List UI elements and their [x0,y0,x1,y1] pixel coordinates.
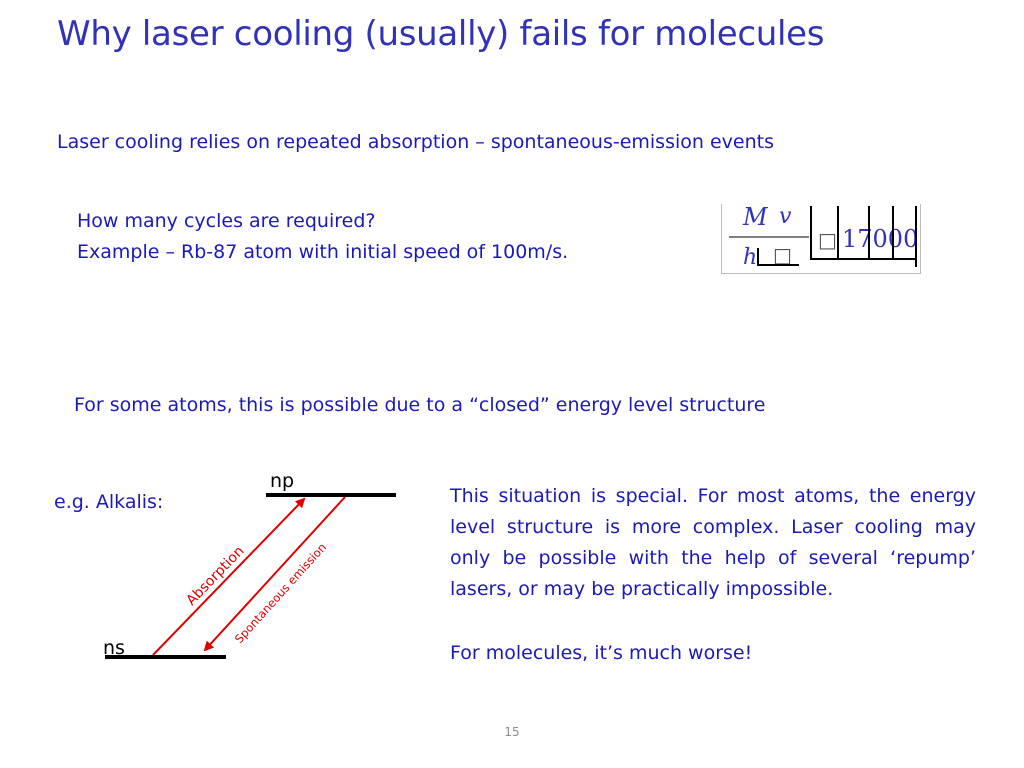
absorption-arrow [153,499,304,655]
alkalis-label: e.g. Alkalis: [54,491,164,513]
question-text: How many cycles are required? [77,210,376,232]
absorption-label: Absorption [183,543,248,609]
cycles-formula [721,204,921,274]
formula-result: 17000 [842,225,919,253]
formula-h: h [743,245,758,270]
intro-text: Laser cooling relies on repeated absorption – spontaneous-emission events [57,131,774,153]
energy-level-diagram [95,462,415,672]
formula-v: v [779,204,792,229]
page-number: 15 [504,725,520,739]
special-situation-paragraph: This situation is special. For most atoms, the energy level structure is more complex. Laser cooling may only be possible with the help of several ‘repump’ lasers, or may be practically impossible. [450,485,976,600]
emission-label: Spontaneous emission [231,540,330,647]
formula-M: M [743,204,768,231]
formula-approx-glyph: □ [818,228,837,252]
slide-title: Why laser cooling (usually) fails for molecules [57,14,825,54]
molecules-worse-text: For molecules, it’s much worse! [450,642,753,664]
ns-level-label: ns [103,637,125,659]
closed-structure-text: For some atoms, this is possible due to a “closed” energy level structure [74,394,766,416]
example-text: Example – Rb-87 atom with initial speed of 100m/s. [77,241,569,263]
np-level-label: np [270,470,295,492]
formula-missing-glyph: □ [773,243,792,267]
